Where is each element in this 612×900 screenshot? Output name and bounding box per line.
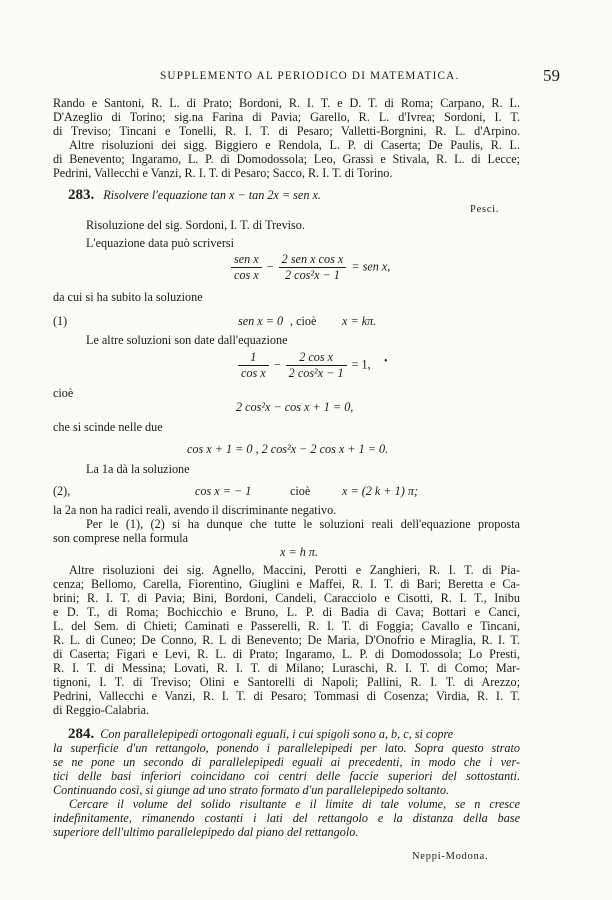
problem-line (53, 755, 520, 769)
problem-line (53, 783, 520, 797)
denominator: 2 cos²x − 1 (288, 366, 344, 380)
numerator: 2 sen x cos x (279, 252, 347, 268)
numerator: 2 cos x (286, 350, 347, 366)
others-line: R. I. T. di Messina; Lovati, R. I. T. di Milano; Luraschi, R. I. T. di Como; Mar- (53, 661, 520, 675)
equation-4: 2 cos²x − cos x + 1 = 0, (236, 400, 354, 414)
fraction (231, 252, 262, 283)
equation-label: (2), (53, 484, 71, 498)
solution-title: Risoluzione del sig. Sordoni, I. T. di Treviso. (86, 218, 305, 232)
problem-text: se ne pone un secondo di parallelepipedi eguali ai precedenti, in modo che i ver- (53, 755, 520, 769)
others-line: Altre risoluzioni dei sig. Agnello, Maccini, Perotti e Zanghieri, R. I. T. di Pia- (69, 563, 520, 577)
denominator: cos x (241, 366, 266, 380)
others-line: di Caserta; Figari e Levi, R. L. di Prato; Ingaramo, L. P. di Domodossola; Lo Presti, (53, 647, 520, 661)
text-line: L'equazione data può scriversi (86, 236, 235, 250)
problem-text: tici delle basi inferiori coincidano coi centri delle faccie superiori del sottostanti. (53, 769, 520, 783)
problem-author: Neppi-Modona. (412, 851, 489, 862)
intro-line: Pedrini, Vallecchi e Vanzi, R. I. T. di Pesaro; Sacco, R. I. T. di Torino. (53, 166, 393, 180)
others-line: cenza; Bellomo, Carella, Fiorentino, Giuglini e Maffei, R. I. T. di Bari; Beretta e Ca- (53, 577, 520, 591)
fraction (286, 350, 347, 381)
equation-rhs: = sen x, (351, 259, 391, 274)
problem-line (53, 825, 520, 839)
equation-rhs: = 1, (351, 357, 371, 372)
intro-line: di Benevento; Ingaramo, L. P. di Domodossola; Leo, Grassi e Stivala, R. L. di Lecce; (53, 152, 520, 166)
problem-line (69, 797, 520, 811)
others-line: brini; R. I. T. di Pavia; Bini, Bordoni, Candeli, Caracciolo e Cisotti, R. I. T., Inibu (53, 591, 520, 605)
fraction (279, 252, 347, 283)
equation-label: (1) (53, 314, 68, 328)
equation-6: cos x = − 1 (195, 484, 252, 498)
text-line: cioè (53, 386, 74, 400)
equation-2: sen x = 0 (238, 314, 284, 328)
problem-text: superiore dell'ultimo parallelepipedo dal piano del rettangolo. (53, 825, 359, 839)
problem-text: indefinitamente, rimanendo costanti i lati del rettangolo e la distanza della base (53, 811, 520, 825)
intro-line: Rando e Santoni, R. L. di Prato; Bordoni, R. I. T. e D. T. di Roma; Carpano, R. L. (53, 96, 520, 110)
page-header (60, 66, 560, 88)
bullet-mark: • (384, 356, 388, 367)
page-number: 59 (543, 66, 560, 85)
running-title: SUPPLEMENTO AL PERIODICO DI MATEMATICA. (160, 70, 460, 82)
others-line: tignoni, I. T. di Treviso; Olini e Santorelli di Napoli; Pallini, R. I. T. di Arezzo; (53, 675, 520, 689)
problem-line (53, 769, 520, 783)
denominator: 2 cos²x − 1 (285, 268, 340, 282)
problem-text: Continuando così, si giunge ad uno strato formato d'un parallelepipedo soltanto. (53, 783, 449, 797)
problem-line (53, 811, 520, 825)
others-line: L. del Sem. di Chieti; Caminati e Passerelli, R. I. T. di Foggia; Cavallo e Tincani, (53, 619, 520, 633)
fraction (238, 350, 269, 381)
problem-283-heading (68, 188, 321, 202)
problem-284-heading (68, 727, 520, 741)
text-cioe: cioè (290, 484, 311, 498)
problem-text: la superficie d'un rettangolo, ponendo i parallelepipedi per lato. Sopra questo strato (53, 741, 520, 755)
problem-line (53, 741, 520, 755)
intro-line: D'Azeglio di Torino; sig.na Farina di Pavia; Garello, R. L. d'Ivrea; Sordoni, I. T. (53, 110, 520, 124)
text-line: che si scinde nelle due (53, 420, 163, 434)
others-line: e D. T., di Roma; Bochicchio e Bruno, L. P. di Badia di Cava; Bottari e Canci, (53, 605, 520, 619)
denominator: cos x (234, 268, 259, 282)
others-line: Pedrini, Vallecchi e Vanzi, R. I. T. di Pesaro; Tommasi di Cosenza; Virdia, R. I. T. (53, 689, 520, 703)
intro-line: di Treviso; Tincani e Tonelli, R. I. T. di Pesaro; Valletti-Borgnini, R. L. d'Arpino. (53, 124, 520, 138)
text-line: la 2a non ha radici reali, avendo il discriminante negativo. (53, 503, 337, 517)
text-line: da cui si ha subito la soluzione (53, 290, 203, 304)
equation-3: $\frac{1}{\text{cos x}}$ − $\frac{\text{2 cos x}}{\text{2 cos²x − 1}}$ = 1, (236, 350, 371, 381)
problem-statement: Risolvere l'equazione tan x − tan 2x = sen x. (103, 188, 321, 202)
equation-1: $\frac{\text{sen x}}{\text{cos x}}$ − $\frac{\text{2 sen x cos x}}{\text{2 cos²x − 1}}$ = sen x, (229, 252, 390, 283)
problem-number: 284. (68, 726, 95, 742)
equation-6-solution: x = (2 k + 1) π; (342, 484, 419, 498)
equation-2-solution: x = kπ. (342, 314, 377, 328)
text-line: Per le (1), (2) si ha dunque che tutte le soluzioni reali dell'equazione proposta (86, 517, 520, 531)
text-line: La 1a dà la soluzione (86, 462, 190, 476)
problem-number: 283. (68, 187, 95, 203)
intro-line: Altre risoluzioni dei sigg. Biggiero e Rendola, L. P. di Caserta; De Paulis, R. L. (69, 138, 520, 152)
others-line: di Reggio-Calabria. (53, 703, 150, 717)
text-cioe: , cioè (290, 314, 317, 328)
equation-5: cos x + 1 = 0 , 2 cos²x − 2 cos x + 1 = 0. (187, 442, 389, 456)
text-line: son comprese nella formula (53, 531, 189, 545)
equation-7: x = h π. (280, 545, 319, 559)
problem-author: Pesci. (470, 204, 500, 215)
problem-line: Con parallelepipedi ortogonali eguali, i cui spigoli sono a, b, c, si copre (100, 727, 454, 741)
numerator: 1 (238, 350, 269, 366)
others-line: R. L. di Cuneo; De Conno, R. L di Benevento; De Maria, D'Onofrio e Miraglia, R. I. T. (53, 633, 520, 647)
problem-text: Cercare il volume del solido risultante e il limite di tale volume, se n cresce (69, 797, 520, 811)
text-line: Le altre soluzioni son date dall'equazione (86, 333, 288, 347)
numerator: sen x (231, 252, 262, 268)
